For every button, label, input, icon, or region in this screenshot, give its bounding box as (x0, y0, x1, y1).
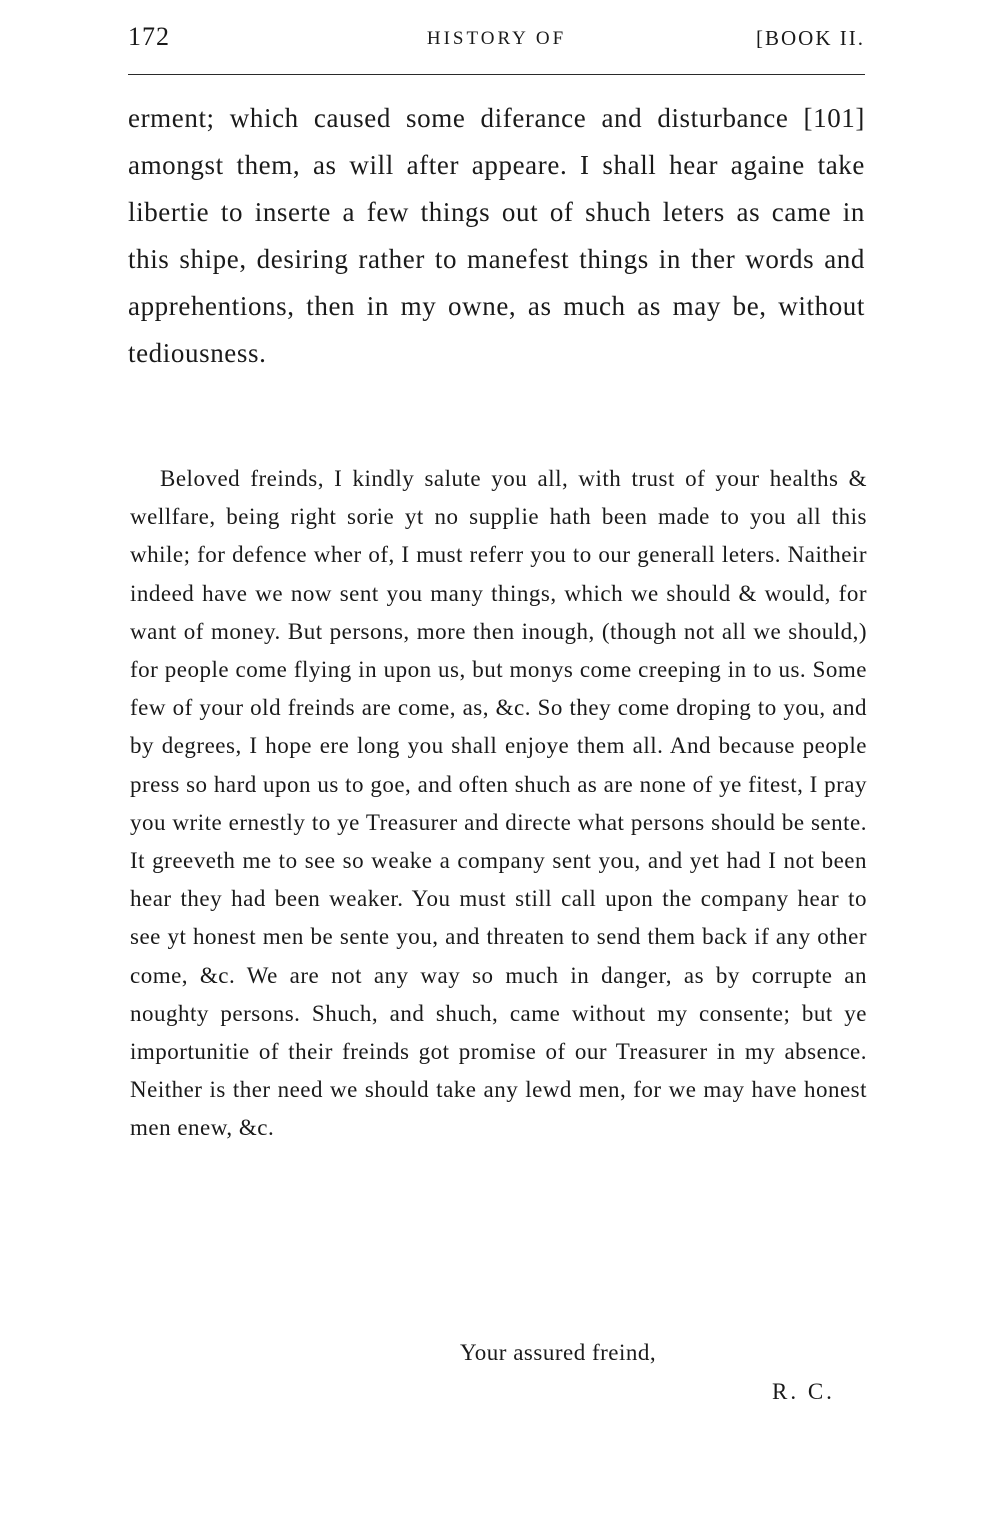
book-reference: [BOOK II. (756, 26, 865, 50)
quoted-letter: Beloved freinds, I kindly salute you all, with trust of your healths & wellfare, being right sorie yt no supplie hath been made to you all this while; for defence wher of, I must referr you to our generall leters. Naitheir indeed have we now sent you many things, which we should & would, for want of money. But persons, more then inough, (though not all we should,) for people come flying in upon us, but monys come creeping in to us. Some few of your old freinds are come, as, &c. So they come droping to you, and by degrees, I hope ere long you shall enjoye them all. And because people press so hard upon us to goe, and often shuch as are none of ye fitest, I pray you write ernestly to ye Treasurer and directe what persons should be sente. It greeveth me to see so weake a company sent you, and yet had I not been hear they had been weaker. You must still call upon the company hear to see yt honest men be sente you, and threaten to send them back if any other come, &c. We are not any way so much in danger, as by corrupte an noughty persons. Shuch, and shuch, came without my consente; but ye importunitie of their freinds got promise of our Treasurer in my absence. Neither is ther need we should take any lewd men, for we may have honest men enew, &c. (130, 466, 867, 1141)
page-number: 172 (128, 22, 170, 51)
letter-signature: R. C. (772, 1379, 835, 1404)
body-paragraph: erment; which caused some diferance and disturbance [101] amongst them, as will after appeare. I shall hear againe take libertie to inserte a few things out of shuch leters as came in this shipe, desiring rather to manefest things in ther words and apprehentions, then in my owne, as much as may be, without tediousness. (128, 103, 865, 368)
header-rule (128, 74, 865, 75)
running-title: HISTORY OF (426, 28, 567, 49)
letter-closing: Your assured freind, (460, 1340, 657, 1365)
running-head (128, 22, 865, 58)
